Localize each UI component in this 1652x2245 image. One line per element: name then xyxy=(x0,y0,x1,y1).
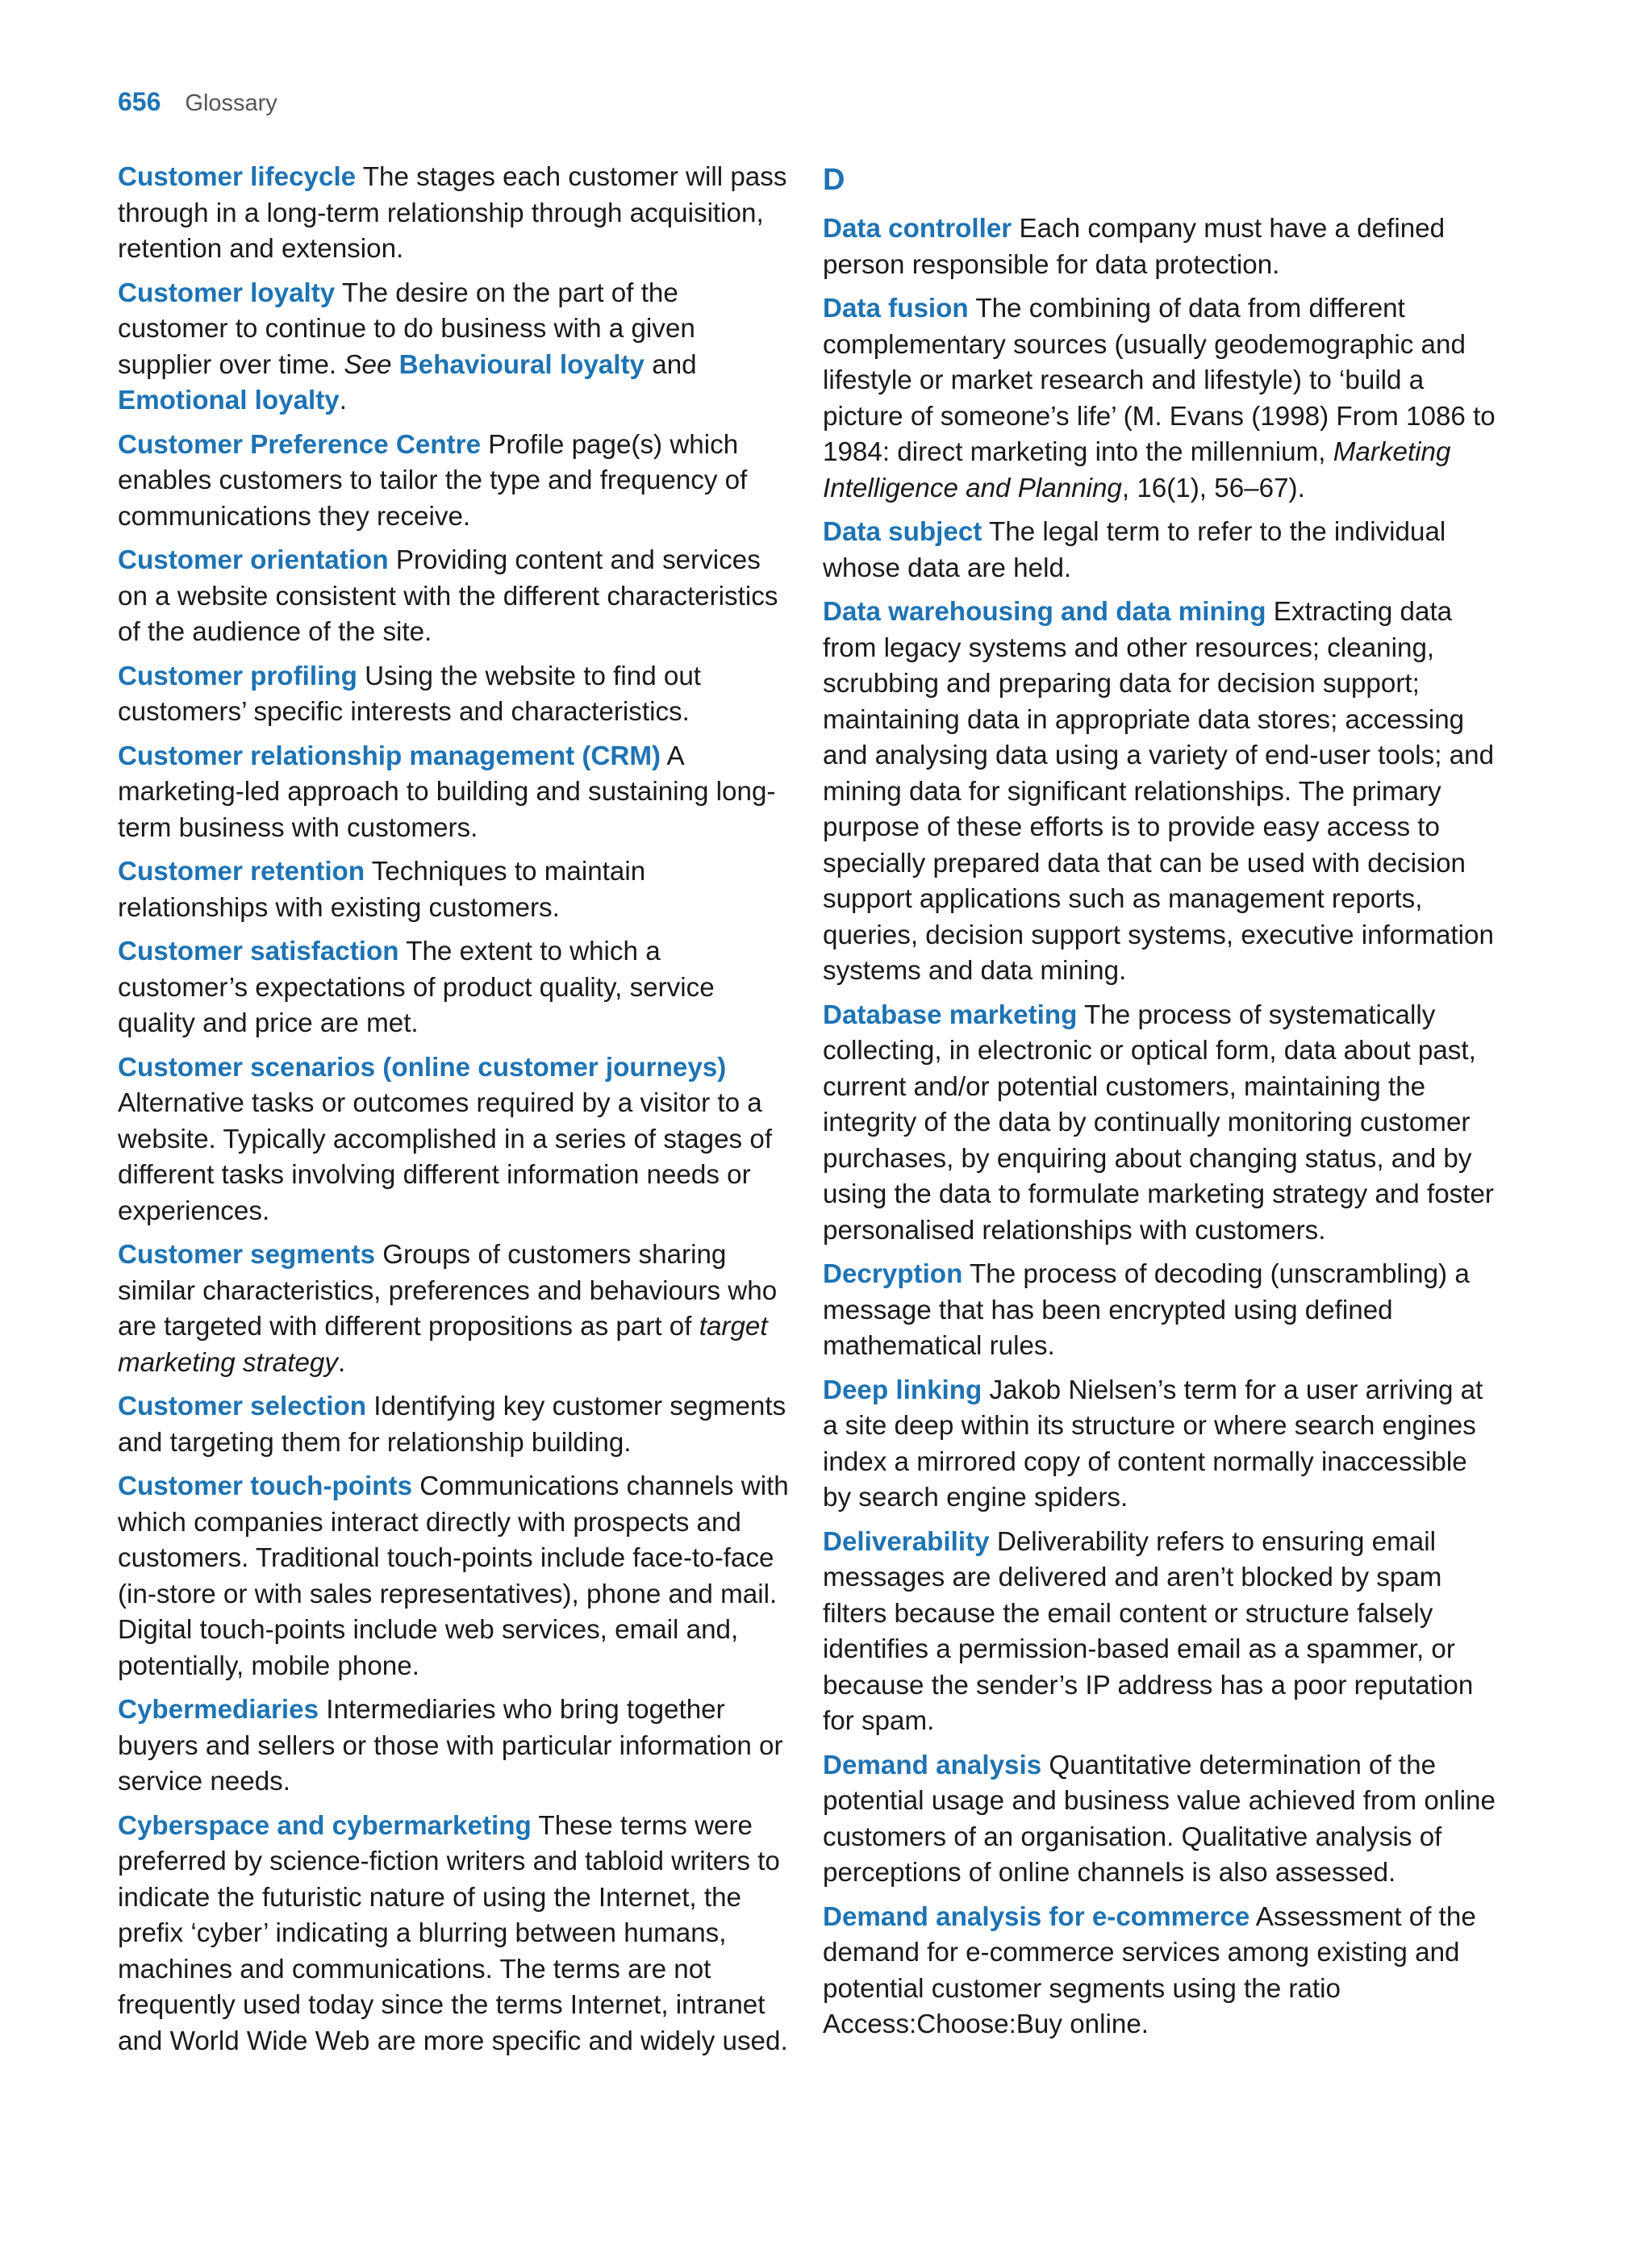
glossary-definition: The process of systematically collecting, in electronic or optical form, data about past, current and/or potential customers, maintaining the integrity of the data by continually monitoring customer purchases, by enquiring about changing status, and by using the data to formulate marketing strategy and foster personalised relationships with customers. xyxy=(823,999,1494,1246)
page-header xyxy=(118,87,277,117)
glossary-entry xyxy=(823,291,1500,507)
page-number: 656 xyxy=(118,87,161,116)
glossary-definition: Each company must have a defined person responsible for data protection. xyxy=(823,214,1446,280)
glossary-definition: The desire on the part of the customer to continue to do business with a given supplier over time. xyxy=(118,277,695,380)
glossary-term: Deliverability xyxy=(823,1526,990,1557)
glossary-definition: A marketing-led approach to building and sustaining long-term business with customers. xyxy=(118,741,776,843)
glossary-definition: Profile page(s) which enables customers to tailor the type and frequency of communications they receive. xyxy=(118,429,748,532)
glossary-entry xyxy=(118,934,795,1042)
glossary-definition: Providing content and services on a website consistent with the different characteristics of the audience of the site. xyxy=(118,545,778,647)
citation-tail: , 16(1), 56–67). xyxy=(1121,473,1305,503)
glossary-definition: Using the website to find out customers’ specific interests and characteristics. xyxy=(118,661,702,727)
glossary-entry xyxy=(118,1237,795,1381)
glossary-definition: The combining of data from different complementary sources (usually geodemographic and lifestyle or market research and lifestyle) to ‘build a picture of someone’s life’ (M. Evans (1998) From 1086 to 1984: direct marketing into the millennium, xyxy=(823,294,1496,467)
glossary-term: Data fusion xyxy=(823,294,969,323)
glossary-definition: Jakob Nielsen’s term for a user arriving at a site deep within its structure or where search engines index a mirrored copy of content normally inaccessible by search engine spiders. xyxy=(823,1375,1483,1513)
glossary-entry xyxy=(118,1469,795,1684)
see-label: See xyxy=(344,349,392,380)
glossary-entry xyxy=(118,739,795,847)
glossary-entry xyxy=(118,854,795,926)
glossary-term: Customer touch-points xyxy=(118,1471,413,1501)
glossary-term: Customer selection xyxy=(118,1392,366,1421)
glossary-definition: The extent to which a customer’s expectations of product quality, service quality and price are met. xyxy=(118,937,715,1038)
glossary-definition: Quantitative determination of the potential usage and business value achieved from online customers of an organisation. Qualitative analysis of perceptions of online channels is also assessed. xyxy=(823,1750,1496,1888)
glossary-term: Customer profiling xyxy=(118,661,357,691)
punctuation: . xyxy=(339,386,348,415)
glossary-entry xyxy=(118,543,795,651)
glossary-term: Data subject xyxy=(823,517,982,547)
glossary-term: Deep linking xyxy=(823,1375,982,1405)
glossary-definition: Groups of customers sharing similar characteristics, preferences and behaviours who are targeted with different propositions as part of xyxy=(118,1240,778,1342)
italic-phrase: target marketing strategy xyxy=(118,1312,768,1378)
glossary-definition: Intermediaries who bring together buyers and sellers or those with particular information or service needs. xyxy=(118,1695,783,1796)
glossary-term: Database marketing xyxy=(823,999,1078,1030)
glossary-term: Demand analysis for e-commerce xyxy=(823,1901,1250,1932)
glossary-entry xyxy=(118,659,795,731)
glossary-entry xyxy=(823,998,1500,1250)
glossary-definition: Identifying key customer segments and targeting them for relationship building. xyxy=(118,1392,786,1458)
glossary-entry xyxy=(823,595,1500,990)
left-column xyxy=(118,160,795,2068)
glossary-entry xyxy=(823,211,1500,283)
glossary-term: Cybermediaries xyxy=(118,1695,319,1725)
glossary-entry xyxy=(118,160,795,268)
glossary-entry xyxy=(823,1257,1500,1365)
glossary-entry xyxy=(823,1900,1500,2043)
glossary-term: Demand analysis xyxy=(823,1750,1042,1780)
glossary-term: Customer satisfaction xyxy=(118,937,399,966)
glossary-definition: Assessment of the demand for e-commerce services among existing and potential customer segments using the ratio Access:Choose:Buy online. xyxy=(823,1901,1476,2039)
glossary-definition: Communications channels with which companies interact directly with prospects and customers. Traditional touch-points include face-to-face (in-store or with sales representatives), phone and mail. Digital touch-points include web services, email and, potentially, mobile phone. xyxy=(118,1471,789,1681)
glossary-entry xyxy=(118,1692,795,1801)
right-column xyxy=(823,160,1500,2051)
glossary-term: Data controller xyxy=(823,214,1012,244)
glossary-entry xyxy=(118,1389,795,1461)
glossary-term: Customer segments xyxy=(118,1240,376,1270)
glossary-entry xyxy=(823,515,1500,586)
glossary-definition: Deliverability refers to ensuring email messages are delivered and aren’t blocked by spam filters because the email content or structure falsely identifies a permission-based email as a spammer, or because the sender’s IP address has a poor reputation for spam. xyxy=(823,1526,1474,1736)
glossary-entry xyxy=(118,1809,795,2060)
glossary-term: Customer scenarios (online customer journeys) xyxy=(118,1052,727,1083)
cross-reference-link[interactable]: Behavioural loyalty xyxy=(398,349,645,380)
glossary-term: Cyberspace and cybermarketing xyxy=(118,1810,532,1841)
glossary-term: Data warehousing and data mining xyxy=(823,597,1266,627)
glossary-term: Decryption xyxy=(823,1259,963,1289)
glossary-term: Customer loyalty xyxy=(118,277,336,308)
glossary-entry xyxy=(118,428,795,536)
glossary-entry xyxy=(118,276,795,419)
glossary-term: Customer orientation xyxy=(118,545,389,575)
glossary-definition: Alternative tasks or outcomes required by a visitor to a website. Typically accomplished in a series of stages of different tasks involving different information needs or experiences. xyxy=(118,1088,773,1226)
conjunction: and xyxy=(652,349,697,380)
glossary-definition: Techniques to maintain relationships with existing customers. xyxy=(118,857,646,923)
glossary-definition: The process of decoding (unscrambling) a message that has been encrypted using defined mathematical rules. xyxy=(823,1259,1470,1361)
glossary-definition: The stages each customer will pass through in a long-term relationship through acquisition, retention and extension. xyxy=(118,162,787,264)
glossary-entry xyxy=(823,1373,1500,1517)
cross-reference-link[interactable]: Emotional loyalty xyxy=(118,386,340,415)
section-letter: D xyxy=(823,163,845,197)
punctuation: . xyxy=(338,1347,346,1378)
glossary-entry xyxy=(823,1525,1500,1740)
glossary-definition: The legal term to refer to the individual whose data are held. xyxy=(823,517,1446,583)
glossary-term: Customer Preference Centre xyxy=(118,429,482,460)
glossary-entry xyxy=(823,1748,1500,1892)
glossary-entry xyxy=(118,1050,795,1230)
glossary-term: Customer retention xyxy=(118,857,365,887)
glossary-term: Customer relationship management (CRM) xyxy=(118,741,661,771)
glossary-definition: These terms were preferred by science-fiction writers and tabloid writers to indicate the futuristic nature of using the Internet, the prefix ‘cyber’ indicating a blurring between humans, machines and communications. The terms are not frequently used today since the terms Internet, intranet and World Wide Web are more specific and widely used. xyxy=(118,1810,788,2056)
italic-phrase: Marketing Intelligence and Planning xyxy=(823,437,1451,503)
glossary-definition: Extracting data from legacy systems and other resources; cleaning, scrubbing and preparing data for decision support; maintaining data in appropriate data stores; accessing and analysing data using a variety of end-user tools; and mining data for significant relationships. The primary purpose of these efforts is to provide easy access to specially prepared data that can be used with decision support applications such as management reports, queries, decision support systems, executive information systems and data mining. xyxy=(823,597,1495,986)
glossary-term: Customer lifecycle xyxy=(118,162,357,192)
running-head: Glossary xyxy=(185,90,277,116)
